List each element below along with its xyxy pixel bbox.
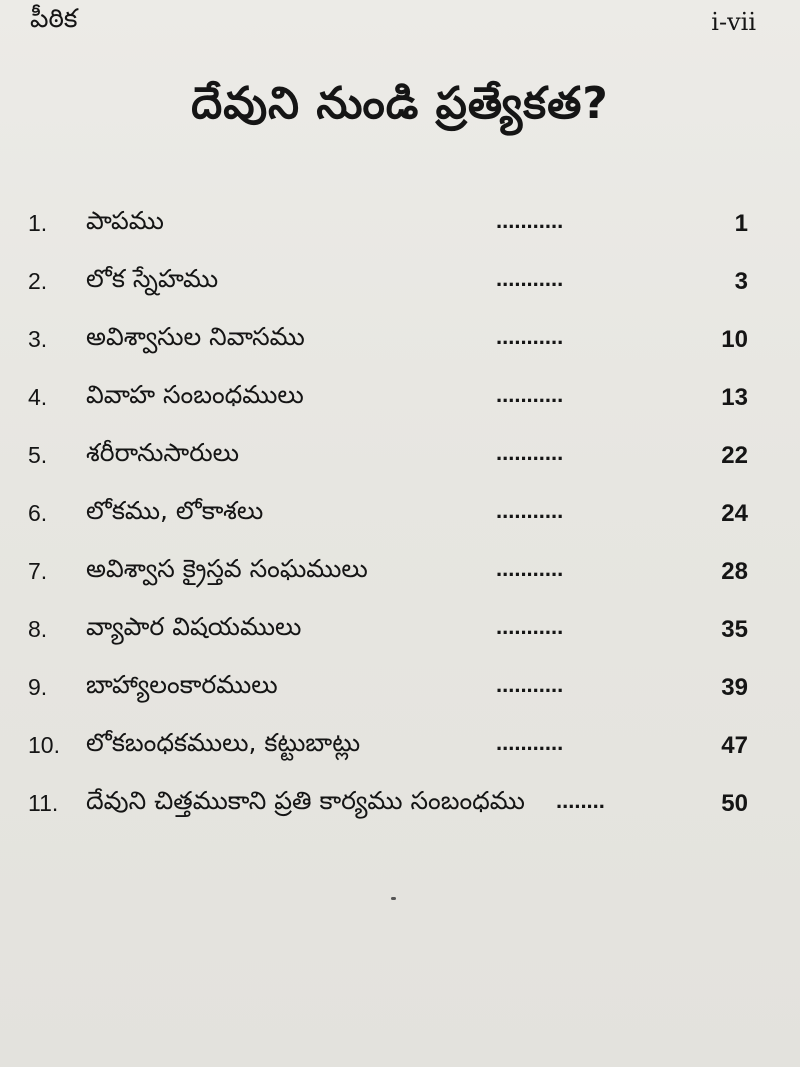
table-of-contents	[0, 200, 800, 838]
toc-row	[0, 432, 800, 490]
toc-row	[0, 374, 800, 432]
toc-page-number: 39	[721, 674, 748, 701]
toc-leader-dots: ...........	[496, 614, 564, 639]
toc-number: 6.	[28, 500, 48, 526]
toc-page-number: 1	[734, 210, 748, 237]
toc-label: పాపము	[86, 206, 164, 235]
toc-label: శరీరానుసారులు	[86, 438, 240, 467]
toc-page-number: 50	[721, 790, 748, 817]
toc-row	[0, 606, 800, 664]
toc-page-number: 22	[721, 442, 748, 469]
toc-page-number: 24	[721, 500, 748, 527]
toc-row	[0, 258, 800, 316]
toc-label: అవిశ్వాస క్రైస్తవ సంఘములు	[86, 554, 368, 583]
toc-label: వివాహ సంబంధములు	[86, 380, 304, 409]
toc-leader-dots: ...........	[496, 498, 564, 523]
toc-leader-dots: ...........	[496, 208, 564, 233]
toc-page-number: 10	[721, 326, 748, 353]
toc-number: 2.	[28, 268, 48, 294]
toc-leader-dots: ...........	[496, 440, 564, 465]
toc-row	[0, 316, 800, 374]
toc-row	[0, 200, 800, 258]
toc-label: అవిశ్వాసుల నివాసము	[86, 322, 305, 351]
toc-page-number: 47	[721, 732, 748, 759]
toc-page-number: 35	[721, 616, 748, 643]
running-head-section: పీఠిక	[30, 4, 78, 34]
toc-row	[0, 664, 800, 722]
toc-leader-dots: ...........	[496, 730, 564, 755]
toc-label: దేవుని చిత్తముకాని ప్రతి కార్యము సంబంధము	[86, 786, 525, 815]
paper-speck	[391, 897, 396, 900]
toc-label: వ్యాపార విషయములు	[86, 612, 302, 641]
toc-number: 7.	[28, 558, 48, 584]
toc-label: లోకము, లోకాశలు	[86, 496, 264, 525]
toc-number: 10.	[28, 732, 60, 758]
toc-number: 4.	[28, 384, 48, 410]
page-title: దేవుని నుండి ప్రత్యేకత?	[191, 78, 609, 129]
toc-label: బాహ్యాలంకారములు	[86, 670, 278, 699]
toc-number: 9.	[28, 674, 48, 700]
toc-leader-dots: ...........	[496, 324, 564, 349]
toc-number: 8.	[28, 616, 48, 642]
toc-leader-dots: ...........	[496, 672, 564, 697]
toc-page-number: 3	[734, 268, 748, 295]
toc-row	[0, 780, 800, 838]
toc-leader-dots: ...........	[496, 382, 564, 407]
toc-row	[0, 548, 800, 606]
toc-page-number: 13	[721, 384, 748, 411]
toc-leader-dots: ........	[556, 788, 605, 813]
toc-leader-dots: ...........	[496, 556, 564, 581]
toc-number: 3.	[28, 326, 48, 352]
toc-number: 1.	[28, 210, 48, 236]
toc-number: 5.	[28, 442, 48, 468]
toc-leader-dots: ...........	[496, 266, 564, 291]
toc-label: లోకబంధకములు, కట్టుబాట్లు	[86, 728, 361, 757]
running-head-page-number: i-vii	[711, 8, 756, 36]
toc-row	[0, 722, 800, 780]
toc-label: లోక స్నేహము	[86, 264, 219, 293]
toc-row	[0, 490, 800, 548]
toc-number: 11.	[28, 790, 59, 816]
toc-page-number: 28	[721, 558, 748, 585]
